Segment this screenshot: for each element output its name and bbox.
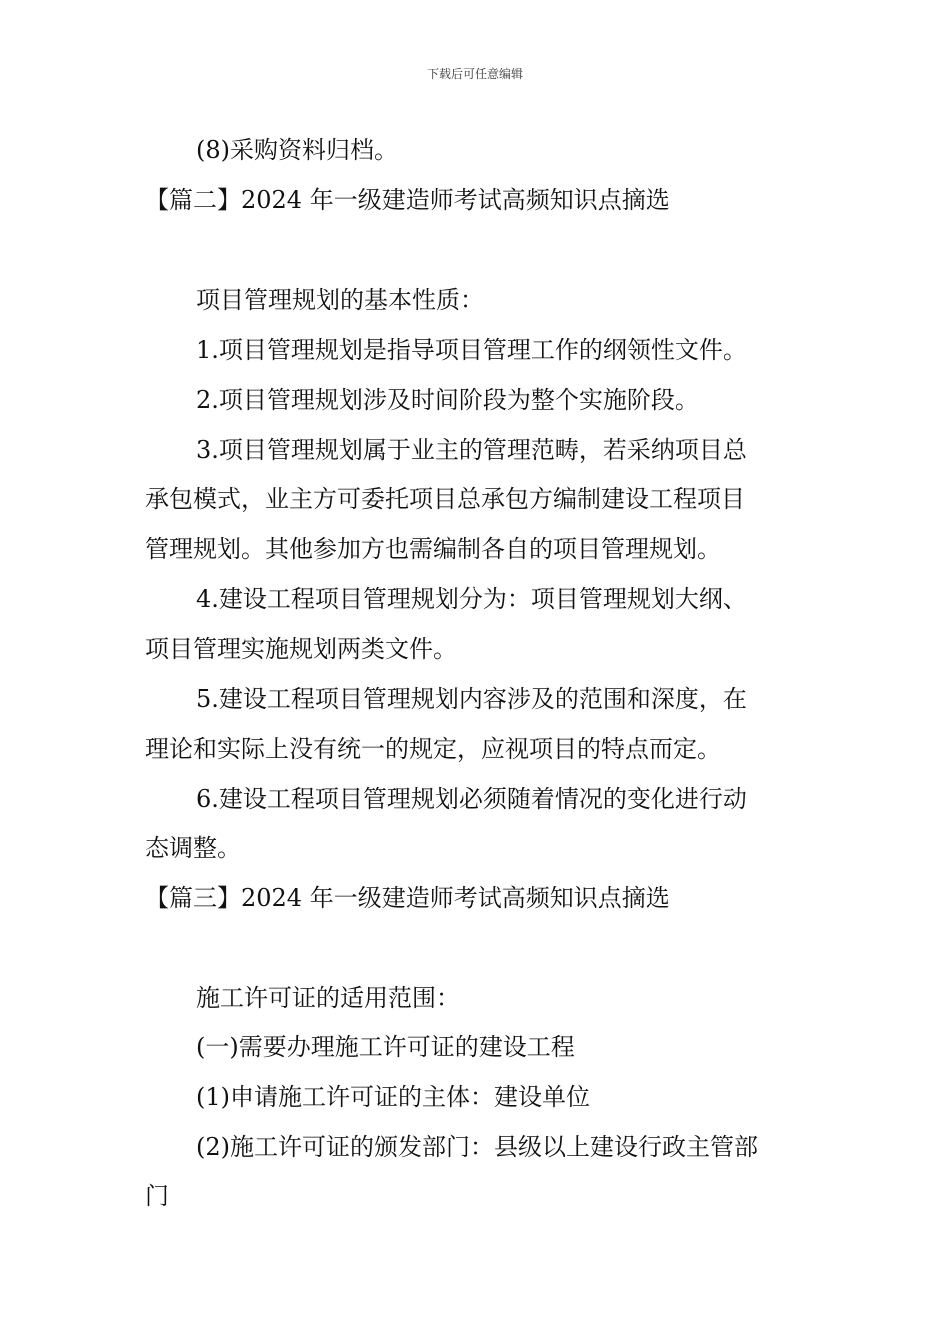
permit-subitem-2-line-1: (2)施工许可证的颁发部门：县级以上建设行政主管部 bbox=[196, 1133, 758, 1161]
permit-subitem-1: (1)申请施工许可证的主体：建设单位 bbox=[196, 1083, 590, 1111]
point-4-line-2: 项目管理实施规划两类文件。 bbox=[145, 635, 457, 663]
subheading-planning-nature: 项目管理规划的基本性质： bbox=[196, 286, 484, 314]
point-3-line-1: 3.项目管理规划属于业主的管理范畴，若采纳项目总 bbox=[196, 436, 747, 464]
point-6-line-2: 态调整。 bbox=[145, 834, 241, 862]
item-8-procurement-archive: (8)采购资料归档。 bbox=[196, 136, 398, 164]
section-heading-part-3: 【篇三】2024 年一级建造师考试高频知识点摘选 bbox=[145, 884, 670, 912]
point-1: 1.项目管理规划是指导项目管理工作的纲领性文件。 bbox=[196, 336, 747, 364]
permit-item-1: (一)需要办理施工许可证的建设工程 bbox=[196, 1033, 575, 1061]
page-header-note: 下载后可任意编辑 bbox=[426, 67, 523, 81]
point-6-line-1: 6.建设工程项目管理规划必须随着情况的变化进行动 bbox=[196, 785, 747, 813]
point-5-line-1: 5.建设工程项目管理规划内容涉及的范围和深度，在 bbox=[196, 685, 747, 713]
subheading-permit-scope: 施工许可证的适用范围： bbox=[196, 984, 460, 1012]
point-3-line-2: 承包模式，业主方可委托项目总承包方编制建设工程项目 bbox=[145, 485, 745, 513]
section-heading-part-2: 【篇二】2024 年一级建造师考试高频知识点摘选 bbox=[145, 186, 670, 214]
point-4-line-1: 4.建设工程项目管理规划分为：项目管理规划大纲、 bbox=[196, 585, 747, 613]
permit-subitem-2-line-2: 门 bbox=[145, 1182, 169, 1210]
point-3-line-3: 管理规划。其他参加方也需编制各自的项目管理规划。 bbox=[145, 535, 721, 563]
point-2: 2.项目管理规划涉及时间阶段为整个实施阶段。 bbox=[196, 386, 699, 414]
point-5-line-2: 理论和实际上没有统一的规定，应视项目的特点而定。 bbox=[145, 735, 721, 763]
